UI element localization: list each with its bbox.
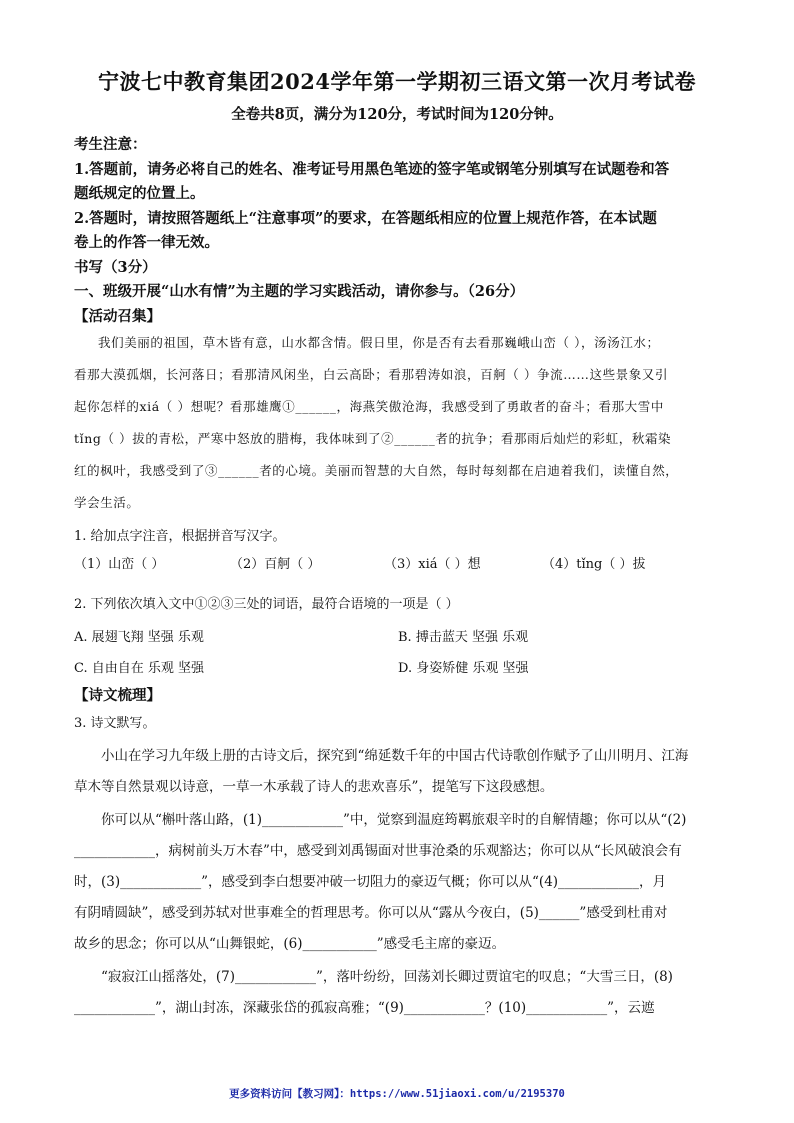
notice-line-2: 题纸规定的位置上。 xyxy=(74,185,205,202)
poetry-line-1: 小山在学习九年级上册的古诗文后，探究到“绵延数千年的中国古代诗歌创作赋予了山川明月、江海 xyxy=(101,748,689,764)
footer-link[interactable]: 更多资料访问【教习网】：https://www.51jiaoxi.com/u/2195370 xyxy=(229,1088,565,1100)
poetry-line-2: 草木等自然景观以诗意，一草一木承载了诗人的悲欢喜乐”，提笔写下这段感想。 xyxy=(74,779,554,795)
activity-line-1: 我们美丽的祖国，草木皆有意，山水都含情。假日里，你是否有去看那巍峨山峦（ ），汤汤江水； xyxy=(98,335,660,350)
activity-heading: 【活动召集】 xyxy=(74,308,161,325)
poetry-line-3: 你可以从“槲叶落山路，(1)____________”中，觉察到温庭筠羁旅艰辛时的自解情趣；你可以从“(2) xyxy=(101,812,687,828)
q1-item-2: （2）百舸（ ） xyxy=(230,557,321,572)
notice-line-4: 卷上的作答一律无效。 xyxy=(74,234,219,251)
notice-line-3: 2.答题时，请按照答题纸上“注意事项”的要求，在答题纸相应的位置上规范作答，在本试题 xyxy=(74,210,657,227)
activity-line-5: 红的枫叶，我感受到了③______者的心境。美丽而智慧的大自然，每时每刻都在启迪着我们，读懂自然， xyxy=(74,463,679,478)
q2-option-b: B. 搏击蓝天 坚强 乐观 xyxy=(398,630,529,645)
notice-line-1: 1.答题前，请务必将自己的姓名、准考证号用黑色笔迹的签字笔或钢笔分别填写在试题卷和答 xyxy=(74,161,670,178)
q3-stem: 3. 诗文默写。 xyxy=(74,716,156,731)
activity-line-2: 看那大漠孤烟，长河落日；看那清风闲坐，白云高卧；看那碧涛如浪，百舸（ ）争流……这些景象又引 xyxy=(74,367,669,382)
section-writing: 书写（3分） xyxy=(74,259,157,276)
q1-item-4: （4）tǐng（ ）拔 xyxy=(542,557,646,572)
activity-line-6: 学会生活。 xyxy=(74,495,140,510)
activity-line-4: tǐng（ ）拔的青松，严寒中怒放的腊梅，我体味到了②______者的抗争；看那雨后灿烂的彩虹，秋霜染 xyxy=(74,431,672,446)
poetry-heading: 【诗文梳理】 xyxy=(74,687,161,704)
activity-line-3: 起你怎样的xiá（ ）想呢？看那雄鹰①______，海燕笑傲沧海，我感受到了勇敢者的奋斗；看那大雪中 xyxy=(74,399,664,414)
poetry-line-6: 有阴晴圆缺”，感受到苏轼对世事难全的哲理思考。你可以从“露从今夜白，(5)______”感受到杜甫对 xyxy=(74,905,668,921)
page-subtitle: 全卷共8页，满分为120分，考试时间为120分钟。 xyxy=(231,106,563,123)
poetry-line-8: “寂寂江山摇落处，(7)____________”，落叶纷纷，回荡刘长卿过贾谊宅的叹息；“大雪三日，(8) xyxy=(101,969,673,985)
poetry-line-7: 故乡的思念；你可以从“山舞银蛇，(6)___________”感受毛主席的豪迈。 xyxy=(74,936,506,952)
section-one-heading: 一、班级开展“山水有情”为主题的学习实践活动，请你参与。（26分） xyxy=(74,283,525,300)
q2-option-d: D. 身姿矫健 乐观 坚强 xyxy=(398,661,529,676)
q2-option-a: A. 展翅飞翔 坚强 乐观 xyxy=(74,630,204,645)
page-title: 宁波七中教育集团2024学年第一学期初三语文第一次月考试卷 xyxy=(98,69,696,94)
poetry-line-9: ____________”，湖山封冻，深藏张岱的孤寂高雅；“(9)____________？(10)____________”，云遮 xyxy=(74,1000,655,1016)
q1-item-3: （3）xiá（ ）想 xyxy=(384,557,481,572)
notice-heading: 考生注意： xyxy=(74,136,147,153)
poetry-line-5: 时，(3)____________”，感受到李白想要冲破一切阻力的豪迈气概；你可以从“(4)____________，月 xyxy=(74,874,667,890)
q2-stem: 2. 下列依次填入文中①②③三处的词语，最符合语境的一项是（ ） xyxy=(74,597,459,612)
q1-item-1: （1）山峦（ ） xyxy=(74,557,165,572)
poetry-line-4: ____________，病树前头万木春”中，感受到刘禹锡面对世事沧桑的乐观豁达；你可以从“长风破浪会有 xyxy=(74,843,682,859)
q1-stem: 1. 给加点字注音，根据拼音写汉字。 xyxy=(74,529,286,544)
q2-option-c: C. 自由自在 乐观 坚强 xyxy=(74,661,205,676)
